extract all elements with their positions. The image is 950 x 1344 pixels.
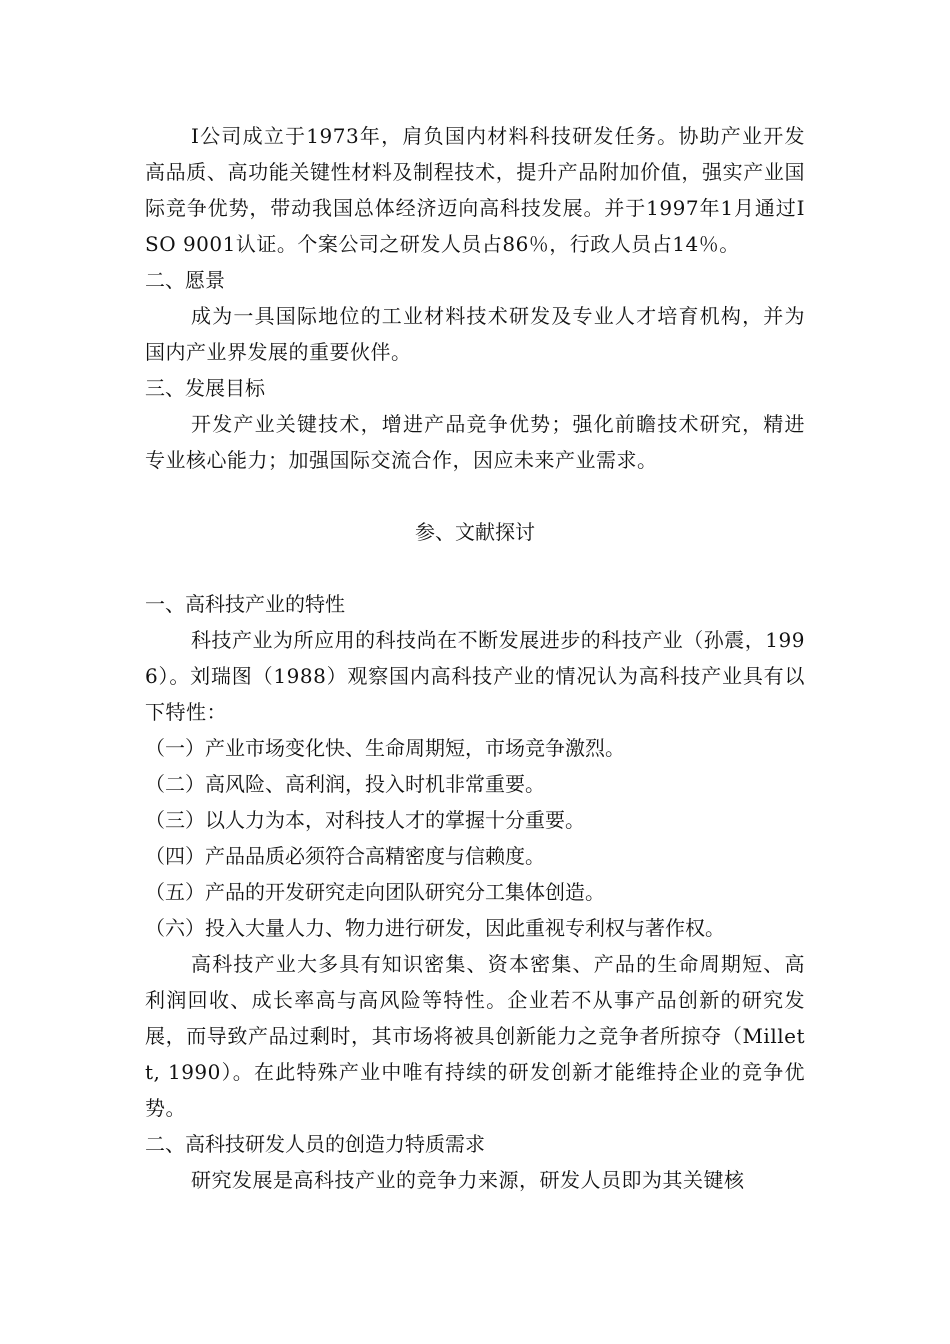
list-item: （三）以人力为本，对科技人才的掌握十分重要。 (145, 808, 585, 832)
list-item: （二）高风险、高利润，投入时机非常重要。 (145, 772, 545, 796)
intro-paragraph: I公司成立于1973年，肩负国内材料科技研发任务。协助产业开发高品质、高功能关键性材料及制程技术，提升产品附加价值，强实产业国际竞争优势，带动我国总体经济迈向高科技发展。并于1997年1月通过ISO 9001认证。个案公司之研发人员占86％，行政人员占14％。 (145, 124, 805, 256)
goals-heading: 三、发展目标 (145, 376, 265, 400)
section-title: 参、文献探讨 (415, 520, 535, 544)
list-item: （一）产业市场变化快、生命周期短，市场竞争激烈。 (145, 736, 625, 760)
vision-heading: 二、愿景 (145, 268, 225, 292)
section1-heading: 一、高科技产业的特性 (145, 592, 345, 616)
document-page (145, 118, 805, 1198)
list-item: （五）产品的开发研究走向团队研究分工集体创造。 (145, 880, 605, 904)
section2-text: 研究发展是高科技产业的竞争力来源，研发人员即为其关键核 (191, 1168, 745, 1192)
goals-text: 开发产业关键技术，增进产品竞争优势；强化前瞻技术研究，精进专业核心能力；加强国际交流合作，因应未来产业需求。 (145, 412, 805, 472)
section1-closing: 高科技产业大多具有知识密集、资本密集、产品的生命周期短、高利润回收、成长率高与高风险等特性。企业若不从事产品创新的研究发展，而导致产品过剩时，其市场将被具创新能力之竞争者所掠夺（Millett, 1990）。在此特殊产业中唯有持续的研发创新才能维持企业的竞争优势。 (145, 952, 805, 1120)
list-item: （四）产品品质必须符合高精密度与信赖度。 (145, 844, 545, 868)
section1-intro: 科技产业为所应用的科技尚在不断发展进步的科技产业（孙震，1996）。刘瑞图（1988）观察国内高科技产业的情况认为高科技产业具有以下特性： (145, 628, 805, 724)
section2-heading: 二、高科技研发人员的创造力特质需求 (145, 1132, 485, 1156)
list-item: （六）投入大量人力、物力进行研发，因此重视专利权与著作权。 (145, 916, 725, 940)
vision-text: 成为一具国际地位的工业材料技术研发及专业人才培育机构，并为国内产业界发展的重要伙伴。 (145, 304, 805, 364)
